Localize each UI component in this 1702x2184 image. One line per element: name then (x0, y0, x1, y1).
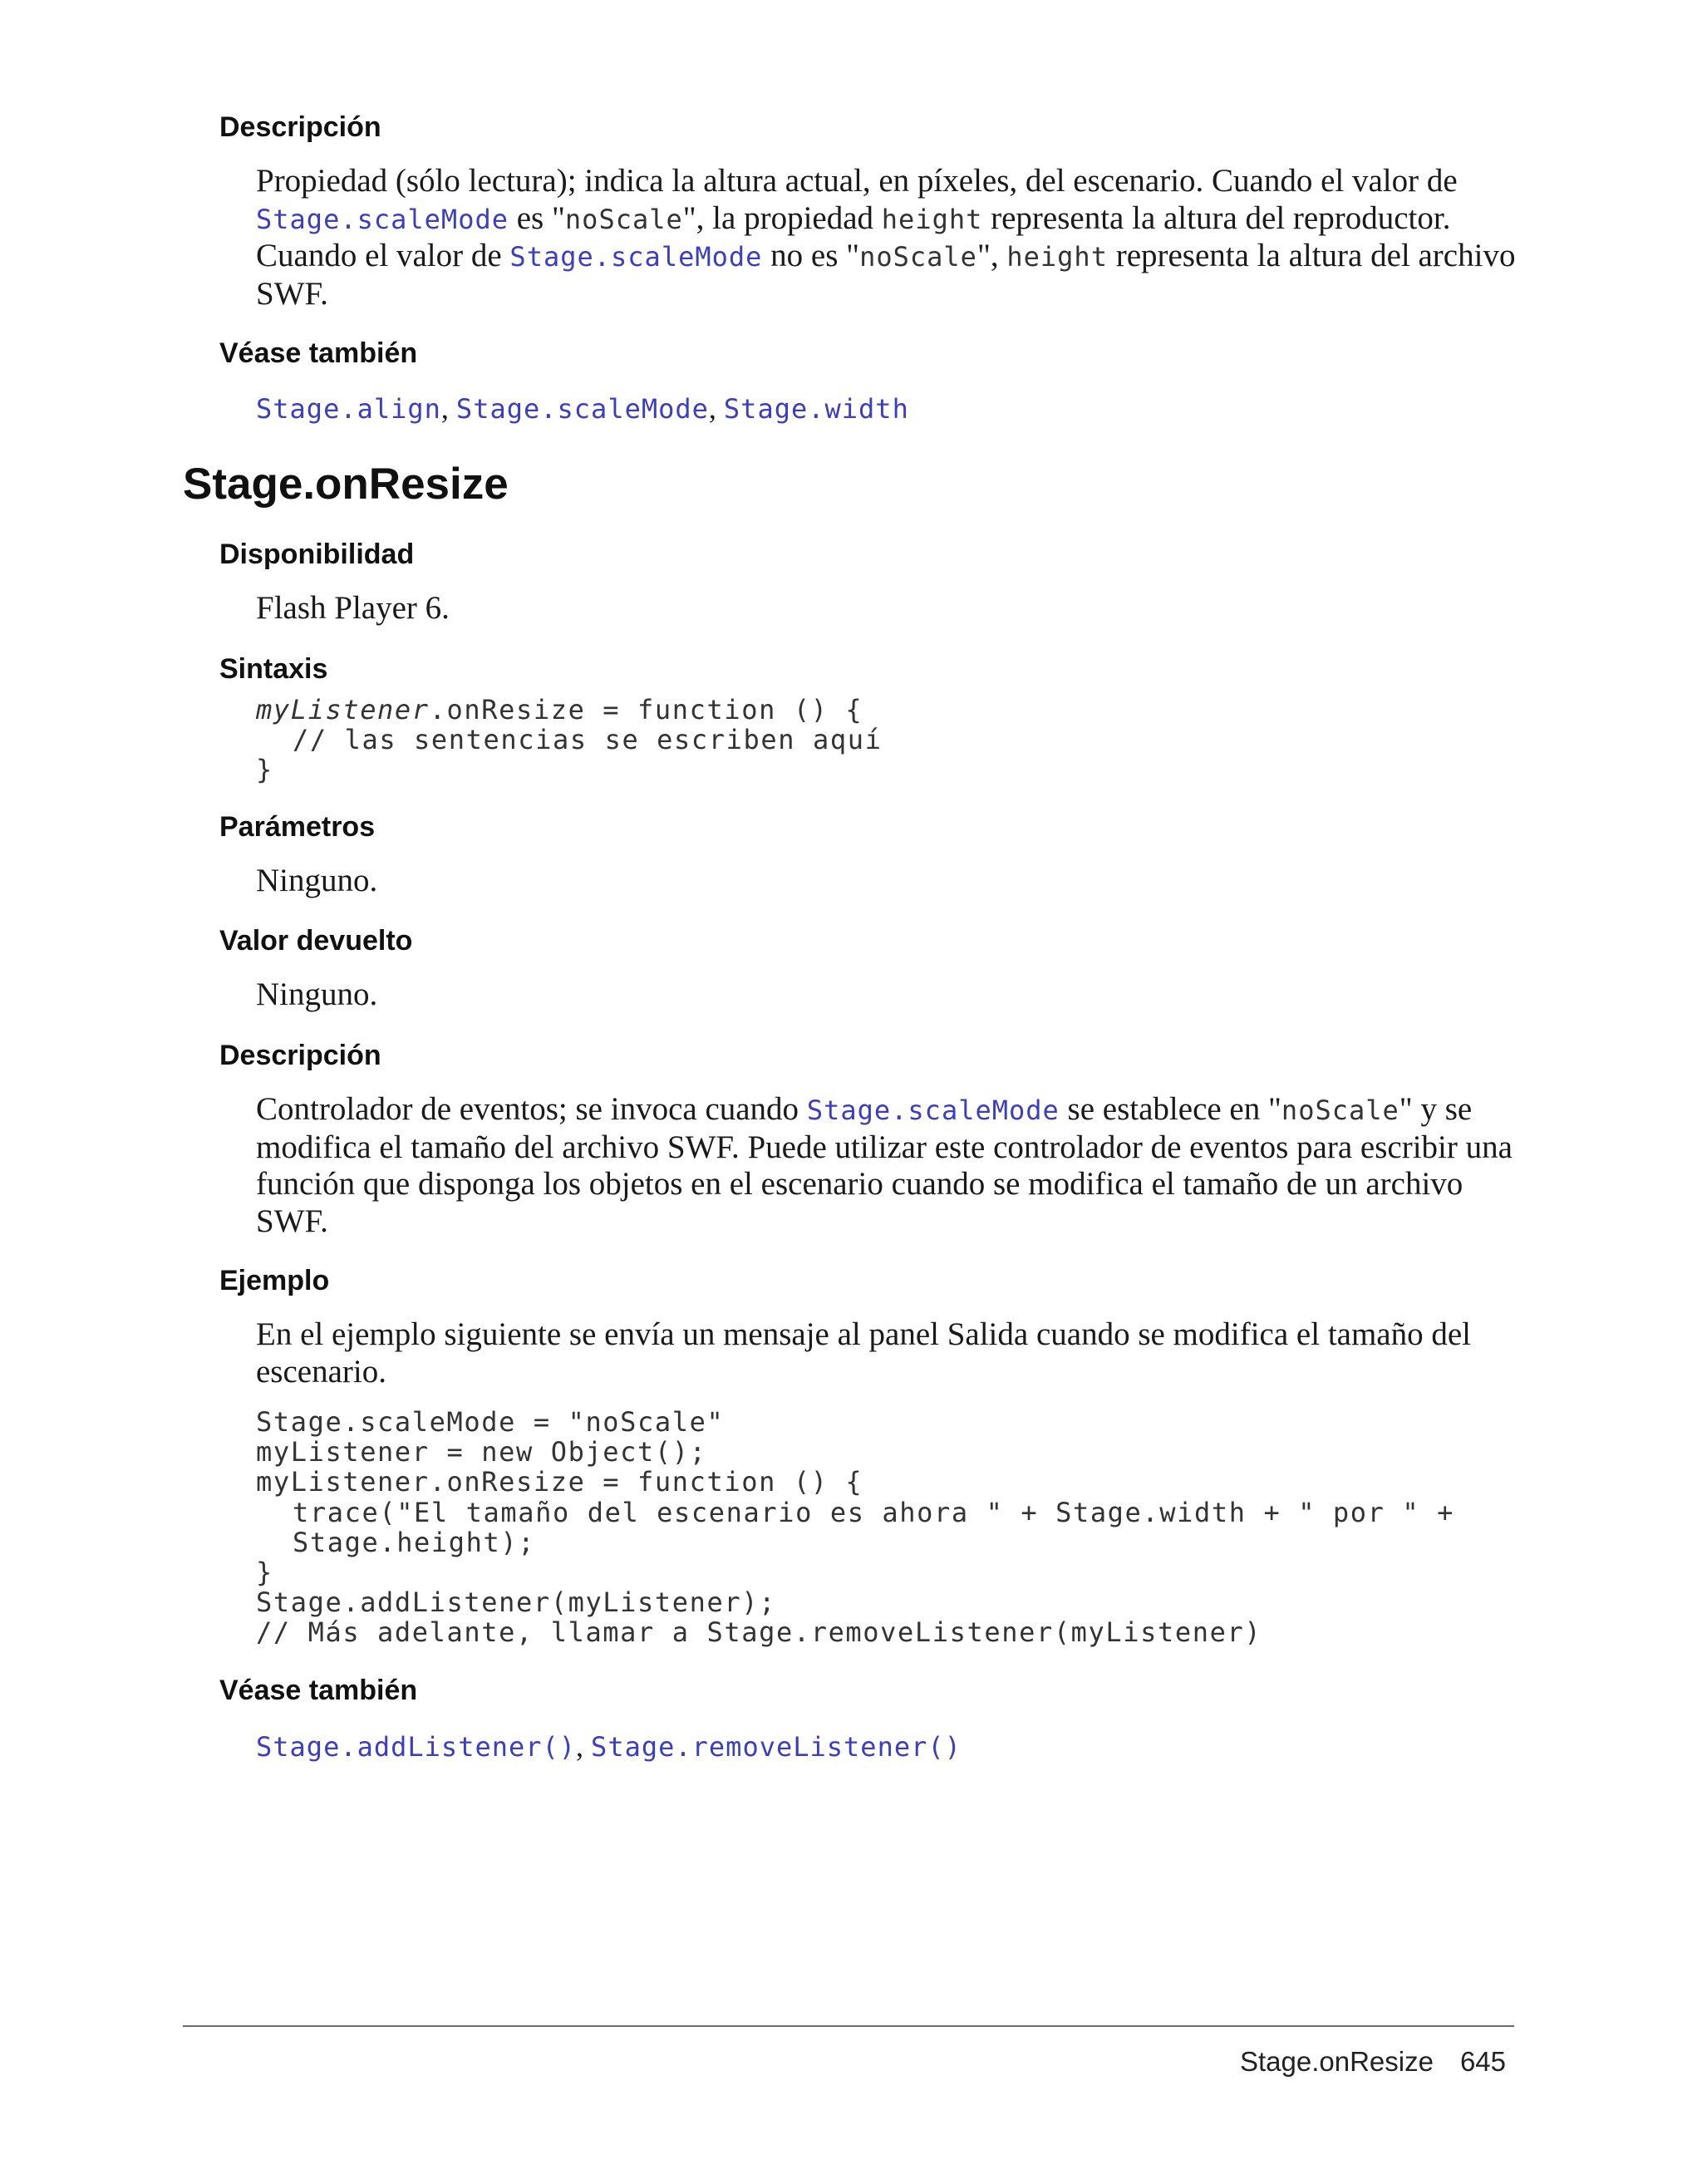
link-stage-scalemode[interactable]: Stage.scaleMode (509, 241, 763, 273)
link-stage-scalemode[interactable]: Stage.scaleMode (806, 1094, 1060, 1126)
section-heading-returns: Valor devuelto (219, 925, 413, 957)
code-line: Stage.scaleMode = "noScale" (256, 1406, 725, 1438)
description-text: " y se modifica el tamaño del archivo SWF. Puede utilizar este controlador de eventos para escribir una función que disponga los objetos en el escenario cuando se modifica el tamaño de un archivo SWF. (256, 1091, 1513, 1239)
footer-rule (183, 2025, 1514, 2027)
description-text: ", (976, 238, 1007, 273)
code-height: height (1006, 241, 1108, 273)
section-heading-description: Descripción (219, 1040, 381, 1071)
code-line: } (256, 1556, 273, 1588)
example-code-block (256, 1407, 1454, 1648)
description-text: se establece en " (1059, 1091, 1281, 1127)
description-text: representa la altura del reproductor. Cuando el valor de (256, 199, 1451, 273)
code-height: height (881, 203, 983, 235)
link-stage-scalemode[interactable]: Stage.scaleMode (256, 203, 509, 235)
see-also-links (256, 1729, 962, 1763)
description-text: no es " (762, 238, 860, 273)
code-noscale: noScale (564, 203, 683, 235)
section-heading-see-also: Véase también (219, 337, 418, 369)
section-heading-example: Ejemplo (219, 1265, 330, 1296)
syntax-code-block (256, 695, 882, 785)
description-text: representa la altura del archivo SWF. (256, 238, 1516, 312)
code-line: myListener.onResize = function () { (256, 1466, 863, 1498)
description-text: es " (508, 199, 565, 236)
example-text: En el ejemplo siguiente se envía un mensaje al panel Salida cuando se modifica el tamaño del escenario. (256, 1316, 1472, 1390)
description-text: Controlador de eventos; se invoca cuando (256, 1091, 807, 1127)
link-stage-width[interactable]: Stage.width (723, 393, 909, 425)
code-line: Stage.height); (293, 1526, 536, 1558)
description-paragraph (256, 1091, 1519, 1240)
link-stage-addlistener[interactable]: Stage.addListener() (256, 1731, 577, 1763)
parameters-text: Ninguno. (256, 863, 378, 898)
running-title: Stage.onResize (1239, 2046, 1434, 2077)
code-line: // las sentencias se escriben aquí (293, 724, 883, 756)
code-line: trace("El tamaño del escenario es ahora " + Stage.width + " por " + (293, 1496, 1454, 1528)
code-line: } (256, 754, 273, 786)
page-number: 645 (1459, 2046, 1506, 2077)
code-noscale: noScale (859, 241, 977, 273)
link-stage-removelistener[interactable]: Stage.removeListener() (591, 1731, 962, 1763)
separator: , (440, 391, 456, 425)
description-paragraph (256, 163, 1519, 312)
page-footer (1240, 2046, 1506, 2078)
section-heading-parameters: Parámetros (219, 811, 376, 843)
availability-text: Flash Player 6. (256, 590, 450, 626)
separator: , (708, 391, 724, 425)
link-stage-scalemode[interactable]: Stage.scaleMode (455, 393, 709, 425)
section-heading-syntax: Sintaxis (219, 653, 328, 685)
code-line (256, 695, 882, 725)
entry-title: Stage.onResize (183, 460, 509, 509)
section-heading-see-also: Véase también (219, 1675, 418, 1706)
code-line: Stage.addListener(myListener); (256, 1586, 776, 1619)
code-line: // Más adelante, llamar a Stage.removeListener(myListener) (256, 1616, 1262, 1649)
description-text: ", la propiedad (682, 199, 882, 236)
description-text: Propiedad (sólo lectura); indica la altura actual, en píxeles, del escenario. Cuando el valor de (256, 163, 1458, 199)
section-heading-availability: Disponibilidad (219, 539, 415, 570)
code-noscale: noScale (1281, 1094, 1399, 1126)
separator: , (576, 1729, 592, 1763)
code-text: .onResize = function () { (429, 694, 863, 726)
see-also-links (256, 391, 909, 425)
code-line: myListener = new Object(); (256, 1436, 707, 1468)
code-var: myListener (256, 694, 430, 726)
link-stage-align[interactable]: Stage.align (256, 393, 441, 425)
section-heading-description: Descripción (219, 111, 381, 143)
returns-text: Ninguno. (256, 976, 378, 1012)
